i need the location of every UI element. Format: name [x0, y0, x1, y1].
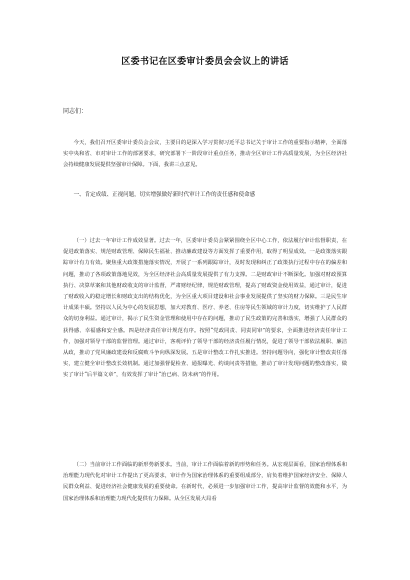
section-one-paragraph-two: （二）当前审计工作面临的新形势新要求。当前，审计工作面临着新的形势和任务。从宏观层面看，国家治理体系和治理能力现代化对审计工作提出了更高要求，审计作为国家治理体系的重要组成部分，肩负着维护国家经济安全、保障人民群众利益、促进经济社会健康发展的重要使命。在新时代，必须进一步加强审计工作，提高审计监督的效能和水平，为国家治理体系和治理能力现代化提供有力保障。从全区发展大局看: [63, 462, 347, 502]
intro-paragraph: 今天，我们召开区委审计委员会会议，主要目的是深入学习贯彻习近平总书记关于审计工作的重要指示精神，全面落实中央和省、市对审计工作的部署要求，研究部署下一阶段审计重点任务，推动全区审计工作高质量发展，为全区经济社会持续健康发展提供坚强审计保障。下面，我讲三点意见。: [63, 140, 347, 169]
section-heading-one: 一、肯定成绩、正视问题，切实增强做好新时代审计工作的责任感和使命感: [73, 192, 256, 198]
salutation: 同志们：: [63, 108, 88, 115]
document-title: 区委书记在区委审计委员会会议上的讲话: [121, 57, 289, 67]
section-one-paragraph-one: （一）过去一年审计工作成效显著。过去一年，区委审计委员会紧紧围绕全区中心工作，依法履行审计监督职责，在促进政策落实、规范财政管理、保障民生福祉、推动廉政建设等方面发挥了重要作用，取得了明显成效。一是政策落实跟踪审计有力有效。聚焦重大政策措施落实情况，开展了一系列跟踪审计，及时发现和纠正了政策执行过程中存在的偏差和问题，推动了各项政策落地见效，为全区经济社会高质量发展提供了有力支撑。二是财政审计不断深化。加强对财政预算执行、决算草案和其他财政收支的审计监督，严肃财经纪律，规范财政管理，提高了财政资金使用效益，通过审计，促进了财政收入的稳定增长和财政支出的结构优化，为全区重大项目建设和社会事业发展提供了坚实的财力保障。三是民生审计成果丰硕。坚持以人民为中心的发展思想，加大对教育、医疗、养老、住房等民生领域的审计力度，切实维护了人民群众的切身利益。通过审计，揭示了民生资金管理和使用中存在的问题，推动了民生政策的完善和落实，增强了人民群众的获得感、幸福感和安全感。四是经济责任审计规范有序。按照“党政同责、同责同审”的要求，全面推进经济责任审计工作，加强对领导干部的监督管理。通过审计，客观评价了领导干部的经济责任履行情况，促进了领导干部依法履职、廉洁从政，推动了党风廉政建设和反腐败斗争向纵深发展。五是审计整改工作扎实推进。坚持问题导向，强化审计整改责任落实，建立健全审计整改长效机制。通过加强督促检查、通报曝光、约谈问责等措施，推动了审计发现问题的整改落实，做实了审计“后半篇文章”，有效发挥了审计“治已病、防未病”的作用。: [63, 238, 347, 379]
